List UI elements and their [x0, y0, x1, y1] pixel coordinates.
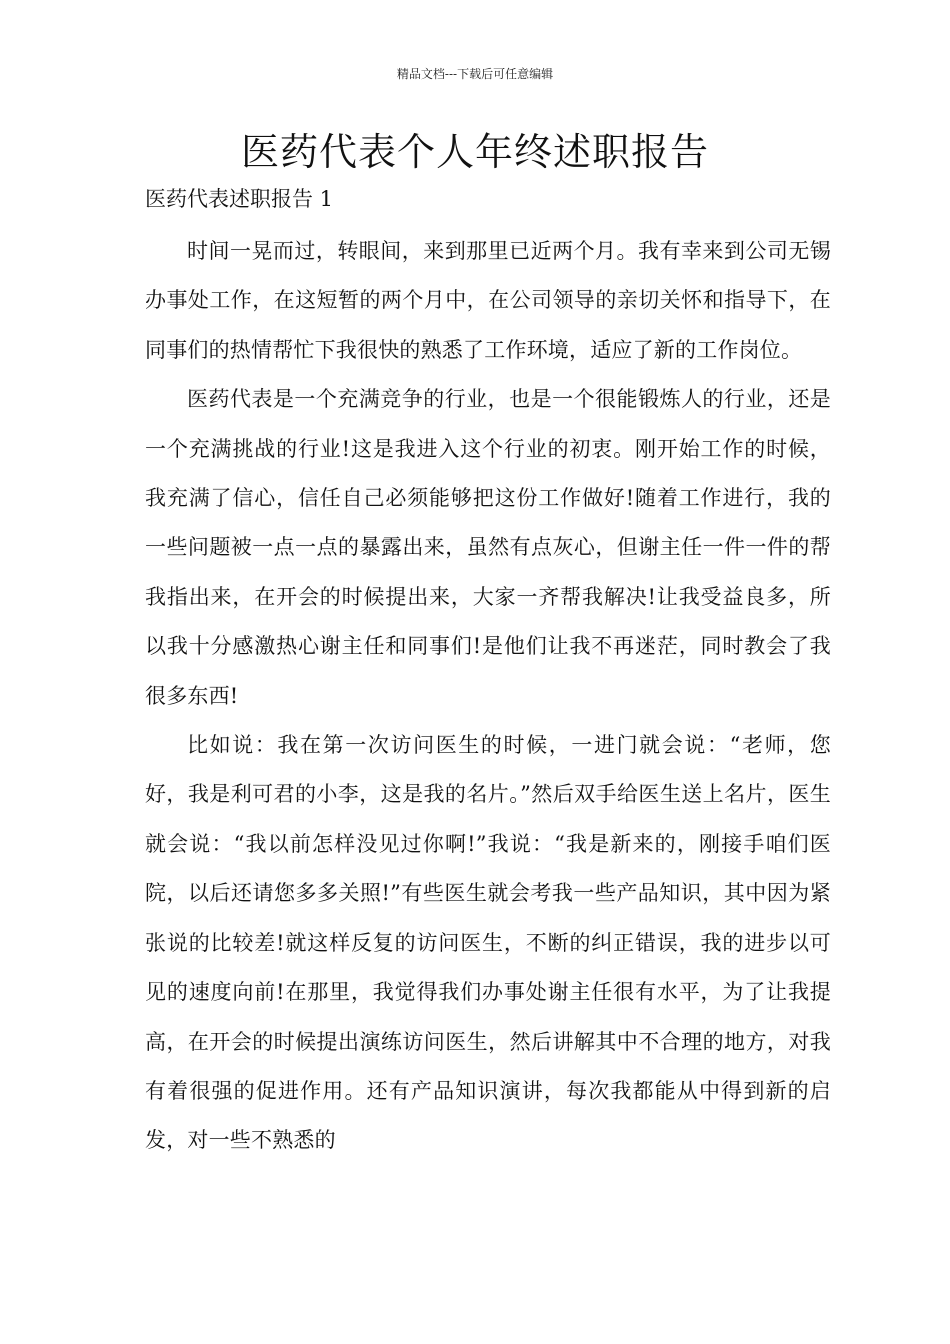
paragraph-3: 比如说：我在第一次访问医生的时候，一进门就会说：“老师，您好，我是利可君的小李，这是我的名片。”然后双手给医生送上名片，医生就会说：“我以前怎样没见过你啊!”我说：“我是新来的，刚接手咱们医院，以后还请您多多关照!”有些医生就会考我一些产品知识，其中因为紧张说的比较差!就这样反复的访问医生，不断的纠正错误，我的进步以可见的速度向前!在那里，我觉得我们办事处谢主任很有水平，为了让我提高，在开会的时候提出演练访问医生，然后讲解其中不合理的地方，对我有着很强的促进作用。还有产品知识演讲，每次我都能从中得到新的启发，对一些不熟悉的 — [145, 733, 831, 1153]
header-note: 精品文档---下载后可任意编辑 — [396, 67, 554, 81]
paragraph-1: 时间一晃而过，转眼间，来到那里已近两个月。我有幸来到公司无锡办事处工作，在这短暂的两个月中，在公司领导的亲切关怀和指导下，在同事们的热情帮忙下我很快的熟悉了工作环境，适应了新的工作岗位。 — [145, 239, 831, 362]
paragraph-2: 医药代表是一个充满竞争的行业，也是一个很能锻炼人的行业，还是一个充满挑战的行业!这是我进入这个行业的初衷。刚开始工作的时候，我充满了信心，信任自己必须能够把这份工作做好!随着工作进行，我的一些问题被一点一点的暴露出来，虽然有点灰心，但谢主任一件一件的帮我指出来，在开会的时候提出来，大家一齐帮我解决!让我受益良多，所以我十分感激热心谢主任和同事们!是他们让我不再迷茫，同时教会了我很多东西! — [145, 387, 831, 708]
document-body — [145, 227, 831, 1166]
document-title: 医药代表个人年终述职报告 — [240, 130, 709, 174]
document-subtitle: 医药代表述职报告 1 — [145, 187, 334, 211]
